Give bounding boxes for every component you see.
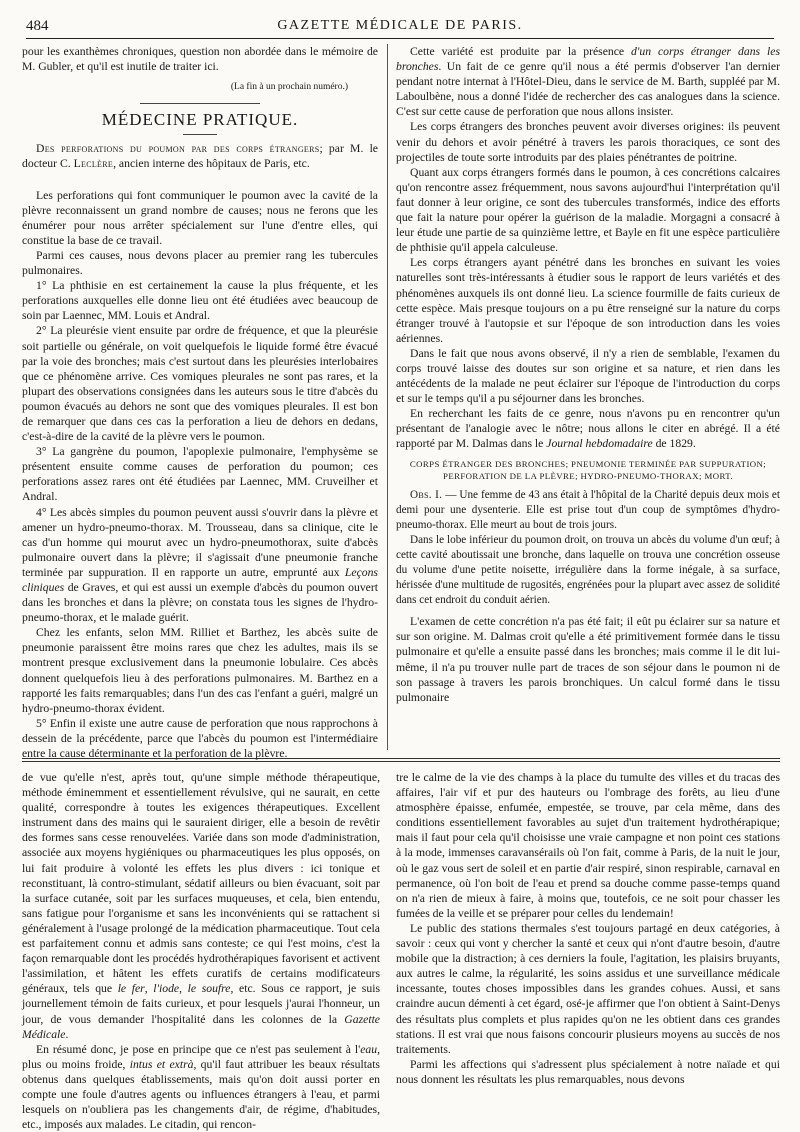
paragraph-text: En résumé donc, je pose en principe que ce n'est pas seulement à l'	[36, 1042, 361, 1056]
separator-text: ,	[179, 982, 188, 996]
paragraph-text: de vue qu'elle n'est, après tout, qu'une simple méthode thérapeutique, méthode éminemment et essentiellement révulsive, qui ne saurait, en cette qualité, correspondre à toutes les exigences thérapeutiques. Excellent instrument dans des mains qui le sauraient diriger, elle a besoin de revêtir des formes sans cesse renouvelées. Variée dans son mode d'administration, associée aux moyens hygiéniques ou pharmaceutiques les plus opposés, on lui fait produire à volonté les effets les plus divers : ici tonique et reconstituant, là contro-stimulant, sédatif ailleurs ou bien évacuant, soit par la surface cutanée, soit par les surfaces muqueuses, et cela, bien entendu, sans fatigue pour l'organisme et sans les inconvénients qui se rattachent si généralement à l'usage prolongé de la médication pharmaceutique. Tout cela est parfaitement connu et admis sans conteste; ce qui l'est moins, c'est la façon remarquable dont les procédés hydrothérapiques favorisent et activent l'assimilation, et hâtent les effets curatifs de certains modificateurs généraux, tels que	[22, 771, 380, 996]
paragraph: 2° La pleurésie vient ensuite par ordre de fréquence, et que la pleurésie soit partielle ou générale, on voit quelquefois le liquide formé être évacué par la voie des bronches; mais c'est surtout dans les pleurésies interlobaires que ce phénomène arrive. Ces vomiques pleurales ne sont pas rares, et la plupart des observations consignées dans les auteurs sous le titre d'abcès du poumon évacués au dehors ne sont que des vomiques pleurales. Il est bon de remarquer que dans ces cas la perforation a lieu de dehors en dedans, c'est-à-dire de la cavité de la plèvre vers le poumon.	[22, 324, 378, 444]
article-author-title: , ancien interne des hôpitaux de Paris, etc.	[113, 157, 310, 171]
paragraph: 3° La gangrène du poumon, l'apoplexie pulmonaire, l'emphysème se présentent ensuite comme causes de perforation du poumon; ces perforations assez rares ont été étudiées par Laennec, MM. Cruveilher et Andral.	[22, 445, 378, 504]
continued-note: (La fin à un prochain numéro.)	[230, 82, 348, 93]
italic-journal: Gazette Médicale	[22, 1012, 380, 1041]
paragraph	[22, 505, 378, 626]
case-label: Obs. I.	[410, 488, 443, 501]
left-column-bottom	[22, 770, 380, 1132]
italic-term: eau	[360, 1042, 378, 1056]
section-title: MÉDECINE PRATIQUE.	[22, 112, 378, 135]
italic-term: le fer	[117, 982, 145, 996]
paragraph-text: .	[65, 1027, 69, 1041]
italic-term: l'iode	[153, 982, 180, 996]
left-column-top	[22, 44, 378, 761]
column-rule	[387, 44, 388, 750]
paragraph	[22, 1042, 380, 1132]
paragraph: 5° Enfin il existe une autre cause de perforation que nous rapprochons à dessein de la précédente, parce que l'abcès du poumon est l'intermédiaire entre la cause déterminante et la perforation de la plèvre.	[22, 716, 378, 761]
paragraph-text: de 1829.	[652, 437, 696, 451]
page-number: 484	[26, 18, 49, 34]
paragraph	[22, 770, 380, 1042]
horizontal-rule	[22, 758, 780, 762]
paragraph: tre le calme de la vie des champs à la place du tumulte des villes et du tracas des affaires, l'air vif et pur des hauteurs ou l'ombrage des forêts, au lieu d'une atmosphère épaisse, enfumée, empestée, se trouve, par cela même, dans des conditions essentiellement favorables au sujet d'un traitement hydrothérapique; mais il faut pour cela qu'il choisisse une vraie campagne et non point ces stations à la mode, immenses caravansérails où l'on fait, comme à Paris, de la nuit le jour, où le gaz vous sert de soleil et en partie d'air respiré, sinon respirable, carnaval en permanence, où l'on boit de l'eau et prend sa douche comme passe-temps quand on n'a rien de mieux à faire, à moins que, toutefois, ce ne soit pour chasser les fumées de la veille et se préparer pour celles du lendemain!	[396, 771, 780, 920]
paragraph-text: , qu'il faut attribuer les beaux résultats obtenus dans quelques établissements, mais qu'on doit aussi porter en compte une foule d'autres agents ou influences étrangers à l'eau, et parmi lesquels on n'oubliera pas les changements d'air, de régime, d'habitudes, etc., imposés aux malades. Le citadin, qui rencon-	[22, 1057, 380, 1132]
article-author: Leclère	[73, 157, 114, 171]
paragraph-text: . Un fait de ce genre qu'il nous a été permis d'observer l'an dernier pendant notre internat à l'Hôtel-Dieu, dans le service de M. Barth, suppléé par M. Laboulbène, nous a donné l'idée de rechercher des cas analogues dans la science. C'est sur cette cause de perforation que nous allons insister.	[396, 60, 780, 119]
paragraph: Parmi ces causes, nous devons placer au premier rang les tubercules pulmonaires.	[22, 248, 378, 278]
case-paragraph	[396, 488, 780, 533]
paragraph	[396, 406, 780, 451]
paragraph: Les corps étrangers des bronches peuvent avoir diverses origines: ils peuvent venir du dehors et avoir pénétré à travers les parois thoraciques, ce sont des projectiles de toute sorte introduits par des plaies pénétrantes de poitrine.	[396, 120, 780, 164]
paragraph: Chez les enfants, selon MM. Rilliet et Barthez, les abcès suite de pneumonie paraissent être moins rares que chez les adultes, mais ils se montrent presque exclusivement dans la pneumonie lobulaire. Ces abcès donnent quelquefois lieu à des perforations pulmonaires. M. Barthez en a rapporté les faits remarquables; dans l'un des cas l'enfant a guéri, malgré un hydro-pneumo-thorax évident.	[22, 626, 378, 715]
italic-phrase: d'un corps étranger dans les bronches	[396, 45, 780, 74]
right-column-bottom	[396, 770, 780, 1086]
paragraph: 1° La phthisie en est certainement la cause la plus fréquente, et les perforations auxquelles elle donne lieu ont été étudiées avec beaucoup de soin par Laennec, MM. Louis et Andral.	[22, 279, 378, 323]
divider	[140, 103, 260, 104]
paragraph: Quant aux corps étrangers formés dans le poumon, à ces concrétions calcaires qu'on rencontre assez fréquemment, nous savons aujourd'hui l'interprétation qu'il faut donner à leur origine, ce sont des tubercules transformés, indice des efforts que fait la nature pour opérer la guérison de la maladie. Morgagni a consacré à leur étude une partie de sa quinzième lettre, et Bayle en fit une espèce particulière de phthisie qu'il appela calculeuse.	[396, 165, 780, 255]
paragraph-text: 4° Les abcès simples du poumon peuvent aussi s'ouvrir dans la plèvre et amener un hydro-pneumo-thorax. M. Trousseau, dans sa clinique, cite le cas d'un homme qui mourut avec un hydro-pneumothorax, suite d'abcès pulmonaire ouvert dans la plèvre; il s'agissait d'une pneumonie franche terminée par suppuration. Il en rapporte un autre, emprunté aux	[22, 505, 378, 579]
paragraph	[396, 44, 780, 119]
paragraph: Le public des stations thermales s'est toujours partagé en deux catégories, à savoir : ceux qui vont y chercher la santé et ceux qui n'ont d'autre besoin, d'autre mobile que la distraction; à ces derniers la foule, l'agitation, les plaisirs bruyants, aux autres le calme, la régularité, les soins assidus et une surveillance médicale incessante, toutes choses impossibles dans les grandes cohues. Aussi, et sans craindre aucun démenti à cet égard, osé-je affirmer que l'on obtient à Saint-Denys des résultats plus complets et plus rapides qu'on ne les obtient dans ces grandes stations. Il est vrai que nous faisons concourir plusieurs moyens au succès de nos traitements.	[396, 921, 780, 1056]
paragraph-text: , plus ou moins froide,	[22, 1042, 380, 1071]
paragraph: Dans le fait que nous avons observé, il n'y a rien de semblable, l'examen du corps trouvé laisse des doutes sur son origine et sa nature, et rien dans les antécédents de la malade ne peut éclairer sur l'époque de l'introduction du corps et sur le temps qu'il a pu séjourner dans les bronches.	[396, 346, 780, 406]
case-text: — Une femme de 43 ans était à l'hôpital de la Charité depuis deux mois et demi pour une dysenterie. Elle est prise tout d'un coup de symptômes d'hydro-pneumo-thorax. Elle meurt au bout de trois jours.	[396, 488, 780, 531]
paragraph-text: , etc. Sous ce rapport, je suis journellement témoin de faits curieux, et pour lesquels j'aurai l'honneur, un jour, de vous demander l'hospitalité dans les colonnes de la	[22, 982, 380, 1026]
paragraph: Les perforations qui font communiquer le poumon avec la cavité de la plèvre reconnaissent un grand nombre de causes; nous ne ferons que les énumérer pour nous arrêter spécialement sur l'une d'entre elles, qui constitue la base de ce travail.	[22, 188, 378, 247]
article-title-text: Des perforations du poumon par des corps étrangers	[36, 142, 320, 156]
case-heading: CORPS ÉTRANGER DES BRONCHES; PNEUMONIE TERMINÉE PAR SUPPURATION; PERFORATION DE LA PLÈVRE; HYDRO-PNEUMO-THORAX; MORT.	[409, 458, 767, 481]
separator-text: ,	[144, 982, 154, 996]
italic-citation: Leçons cliniques	[22, 565, 378, 594]
italic-term: le soufre	[187, 982, 231, 996]
journal-title: GAZETTE MÉDICALE DE PARIS.	[277, 18, 523, 33]
paragraph-text: Cette variété est produite par la présence	[410, 45, 632, 58]
page-header	[26, 14, 774, 39]
carryover-paragraph: pour les exanthèmes chroniques, question non abordée dans le mémoire de M. Gubler, et qu'il est inutile de traiter ici.	[22, 45, 378, 74]
italic-term: intus et extrà	[129, 1057, 194, 1071]
paragraph: Les corps étrangers ayant pénétré dans les bronches en suivant les voies naturelles sont très-intéressants à étudier sous le rapport de leurs variétés et des phénomènes auxquels ils ont donné lieu. La science fourmille de faits curieux de cette espèce. Mais presque toujours on a pu être renseigné sur la nature du corps étranger trouvé à l'autopsie et sur l'époque de son introduction dans les voies aériennes.	[396, 256, 780, 345]
article-title	[22, 141, 378, 171]
case-paragraph: Dans le lobe inférieur du poumon droit, on trouva un abcès du volume d'un œuf; à cette cavité aboutissait une bronche, dans laquelle on trouva une concrétion osseuse du volume d'une petite noisette, irrégulière dans la forme inégale, à sa surface, hérissée d'une multitude de rugosités, engrénées pour la plupart avec assez de solidité dans cet endroit du conduit aérien.	[396, 533, 780, 607]
article-byline: ; par M. le docteur C.	[22, 142, 378, 171]
paragraph-text: de Graves, et qui est aussi un exemple d'abcès du poumon ouvert dans les bronches et dans la plèvre; on constata tous les signes de l'hydro-pneumo-thorax, et le malade guérit.	[22, 581, 378, 625]
paragraph-text: En recherchant les faits de ce genre, nous n'avons pu en rencontrer qu'un présentant de l'analogie avec le nôtre; nous allons le citer en abrégé. Il a été rapporté par M. Dalmas dans le	[396, 407, 780, 451]
right-column-top	[396, 44, 780, 754]
paragraph: Parmi les affections qui s'adressent plus spécialement à notre naïade et qui nous donnent les résultats les plus remarquables, nous devons	[396, 1057, 780, 1086]
italic-journal: Journal hebdomadaire	[546, 437, 653, 451]
paragraph: L'examen de cette concrétion n'a pas été fait; il eût pu éclairer sur sa nature et sur son origine. M. Dalmas croit qu'elle a été primitivement formée dans le tissu pulmonaire et qu'elle a ensuite passé dans les bronches; mais comme il le dit lui-même, il n'a pu trouver nulle part de traces de son séjour dans le poumon ni de son passage à travers les parois bronchiques. Un calcul formé dans le tissu pulmonaire	[396, 615, 780, 704]
